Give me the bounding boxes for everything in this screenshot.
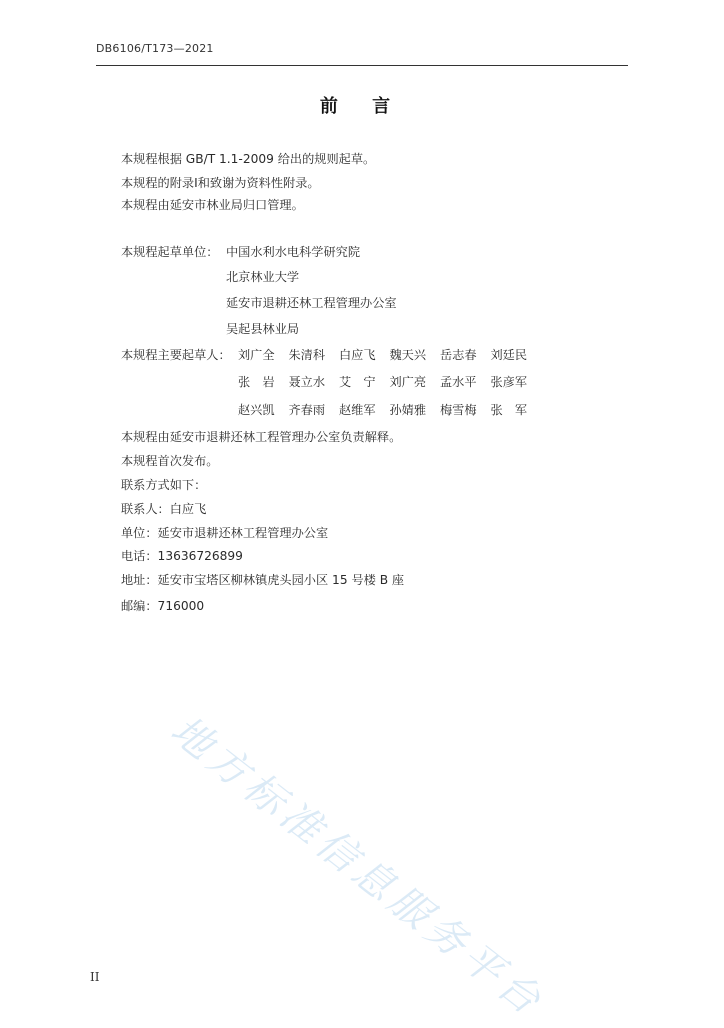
- watermark: 地方标准信息服务平台: [162, 707, 553, 1027]
- drafter-name: 刘广全: [238, 348, 275, 362]
- drafter-name: 朱清科: [288, 348, 326, 362]
- drafter-name: 赵兴凯: [238, 403, 275, 417]
- closing-7: 地址：延安市宝塔区柳林镇虎头园小区 15 号楼 B 座: [121, 573, 405, 587]
- closing-4: 联系人：白应飞: [121, 502, 207, 516]
- drafter-name: 赵维军: [339, 403, 376, 417]
- paragraph-3: 本规程由延安市林业局归口管理。: [121, 198, 304, 212]
- drafters-row-2: [238, 373, 541, 390]
- closing-1: 本规程由延安市退耕还林工程管理办公室负责解释。: [121, 430, 402, 444]
- page-number: II: [90, 970, 100, 984]
- drafter-name: 刘廷民: [490, 348, 528, 362]
- drafter-name: 孙婧雅: [389, 403, 427, 417]
- drafter-name: 张彦军: [490, 375, 528, 389]
- drafter-name: 张 岩: [238, 375, 275, 389]
- drafter-name: 魏天兴: [389, 348, 427, 362]
- drafting-unit-4: 吴起县林业局: [226, 322, 300, 336]
- drafter-name: 聂立水: [288, 375, 326, 389]
- drafter-name: 岳志春: [440, 348, 477, 362]
- document-code: DB6106/T173—2021: [96, 42, 214, 55]
- drafting-unit-2: 北京林业大学: [226, 270, 300, 284]
- drafter-name: 梅雪梅: [440, 403, 477, 417]
- drafters-row-1: [238, 346, 541, 363]
- header-rule: [96, 65, 628, 66]
- drafter-name: 白应飞: [339, 348, 376, 362]
- drafter-name: 刘广亮: [389, 375, 427, 389]
- drafting-unit-3: 延安市退耕还林工程管理办公室: [226, 296, 397, 310]
- drafting-units-label: 本规程起草单位：: [121, 245, 219, 259]
- drafter-name: 艾 宁: [339, 375, 376, 389]
- drafters-row-3: [238, 401, 541, 418]
- closing-6: 电话：13636726899: [121, 549, 243, 563]
- drafter-name: 孟水平: [440, 375, 477, 389]
- drafter-name: 张 军: [490, 403, 528, 417]
- paragraph-1: 本规程根据 GB/T 1.1-2009 给出的规则起草。: [121, 152, 376, 166]
- paragraph-2: 本规程的附录Ⅰ和致谢为资料性附录。: [121, 176, 320, 190]
- closing-8: 邮编：716000: [121, 599, 205, 613]
- closing-5: 单位：延安市退耕还林工程管理办公室: [121, 526, 329, 540]
- drafters-label: 本规程主要起草人：: [121, 348, 231, 362]
- closing-3: 联系方式如下：: [121, 478, 207, 492]
- drafting-unit-1: 中国水利水电科学研究院: [226, 245, 361, 259]
- page-title: 前 言: [319, 96, 405, 117]
- drafter-name: 齐春雨: [288, 403, 326, 417]
- closing-2: 本规程首次发布。: [121, 454, 219, 468]
